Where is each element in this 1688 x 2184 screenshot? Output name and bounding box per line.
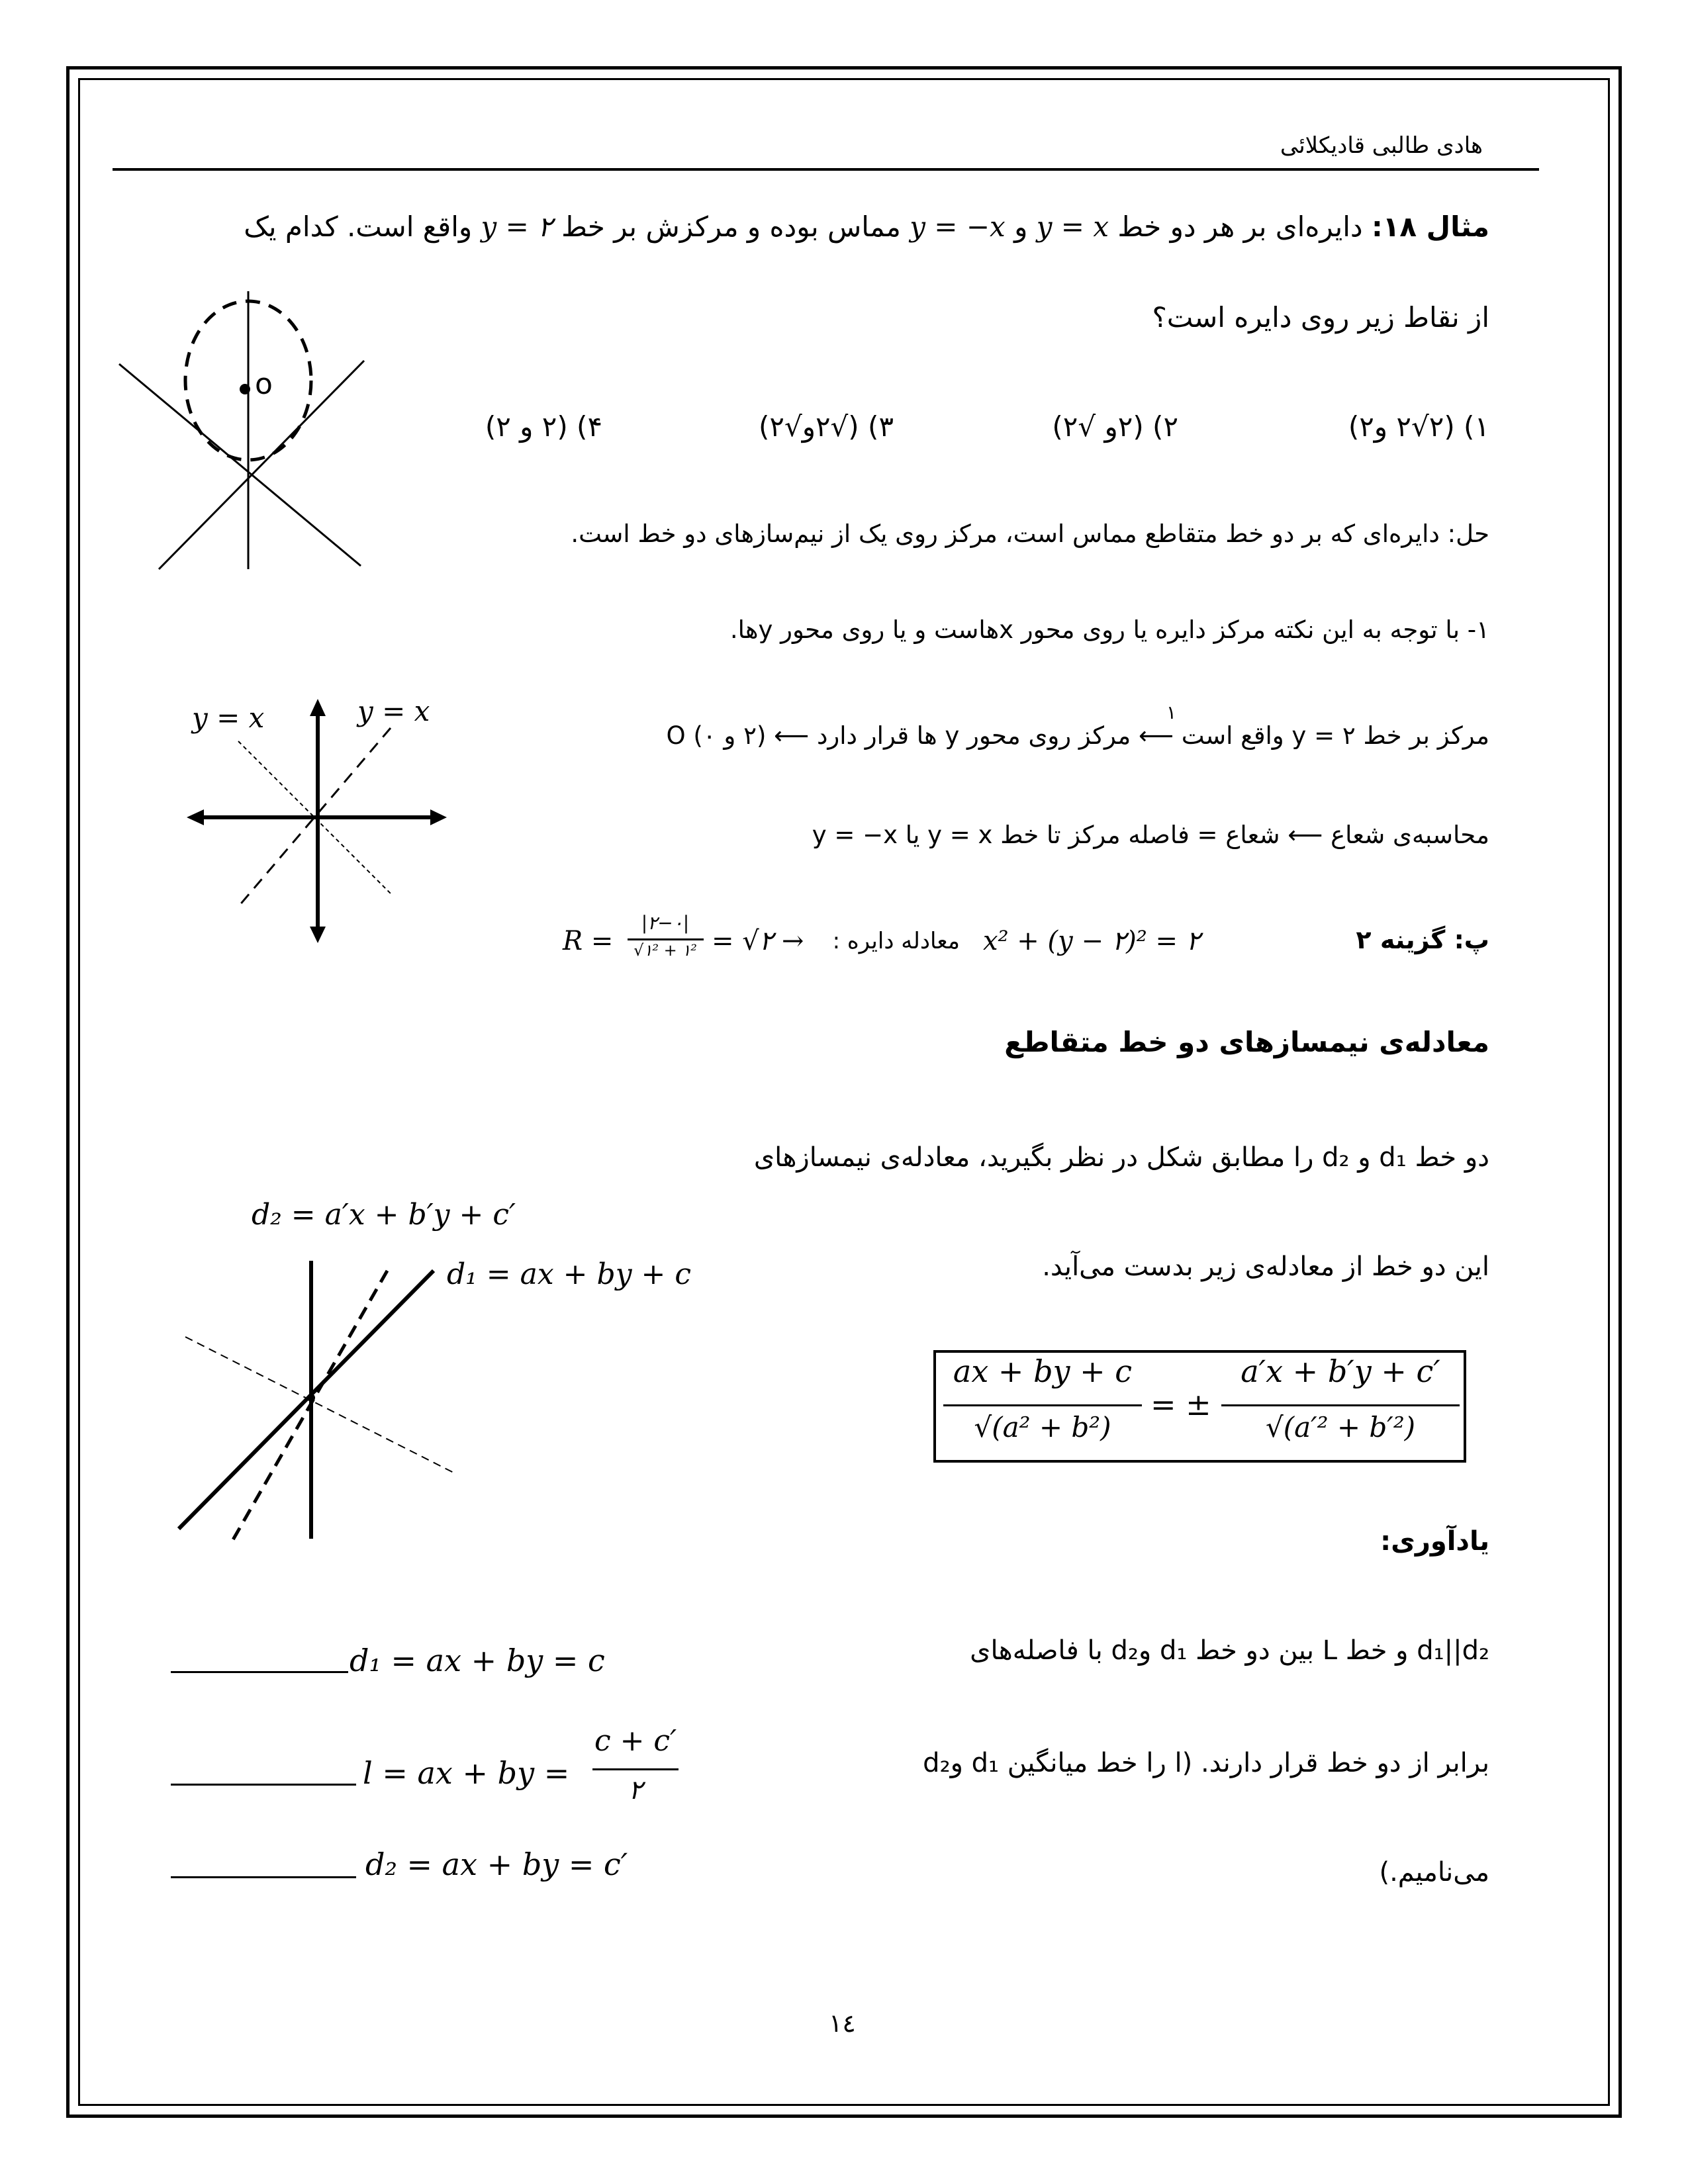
figure3-d2-label: d₂ = a′x + b′y + c′: [252, 1198, 516, 1232]
header-author: هادی طالبی قادیکلائی: [1280, 132, 1483, 159]
solution-line-1: حل: دایره‌ای که بر دو خط متقاطع مماس است، مرکز روی یک از نیم‌سازهای دو خط است.: [571, 520, 1489, 548]
section-title: معادله‌ی نیمسازهای دو خط متقاطع: [1004, 1026, 1489, 1058]
reminder-line-1: d₁||d₂ و خط L بین دو خط d₁ وd₂ با فاصله‌های: [970, 1635, 1489, 1666]
page-number: ۱٤: [829, 2009, 856, 2038]
formula-num-left: ax + by + c: [953, 1353, 1133, 1389]
l-underline: [171, 1784, 356, 1786]
circle-equation: x² + (y − ۲)² = ۲: [983, 926, 1201, 956]
section-para-2: این دو خط از معادله‌ی زیر بدست می‌آید.: [1042, 1251, 1489, 1282]
radius-fraction-line: [628, 938, 704, 940]
header-rule: [113, 168, 1539, 171]
d1-underline: [171, 1671, 348, 1673]
example-line-1: [244, 210, 1489, 244]
formula-num-right: a′x + b′y + c′: [1241, 1353, 1440, 1389]
option-1: ۱) (۲√۲ و۲): [1348, 410, 1489, 443]
circle-equation-label: معادله دایره :: [832, 928, 960, 954]
formula-den-left: √(a² + b²): [974, 1411, 1111, 1443]
formula-line-right: [1221, 1404, 1460, 1406]
formula-operator: = ±: [1150, 1387, 1211, 1422]
solution-line-3: مرکز بر خط ۲ = y واقع است ⟵ مرکز روی محور y ها قرار دارد ⟵ (۲ و ۰) O: [666, 721, 1489, 750]
l-equation-numerator: c + c′: [594, 1724, 677, 1758]
solution-line-4: محاسبه‌ی شعاع ⟵ شعاع = فاصله مرکز تا خط y = x یا y = −x: [812, 821, 1489, 849]
section-para-1: دو خط d₁ و d₂ را مطابق شکل در نظر بگیرید، معادله‌ی نیمسازهای: [753, 1142, 1489, 1173]
example-text-c: واقع است. کدام یک: [244, 210, 473, 243]
example-eq-1: y = x: [1036, 210, 1109, 243]
d2-underline: [171, 1876, 356, 1878]
radius-denominator: √۱² + ۱²: [633, 941, 697, 960]
arrow-number: ۱: [1166, 702, 1177, 723]
example-text-b: مماس بوده و مرکزش بر خط: [561, 210, 901, 243]
example-line-2: از نقاط زیر روی دایره است؟: [1152, 301, 1489, 334]
l-equation-denominator: ۲: [628, 1775, 643, 1805]
radius-numerator: |۲−۰|: [641, 912, 690, 934]
example-eq-2: y = −x: [910, 210, 1006, 243]
option-3: ۳) (√۲و√۲): [758, 410, 894, 443]
formula-den-right: √(a′² + b′²): [1265, 1411, 1416, 1443]
d2-equation: d₂ = ax + by = c′: [365, 1846, 628, 1882]
figure-circle-tangent: [113, 285, 377, 576]
figure2-label-right: y = x: [357, 695, 430, 727]
solution-line-2: ۱- با توجه به این نکته مرکز دایره یا روی محور xهاست و یا روی محور yها.: [729, 615, 1489, 644]
option-2: ۲) (۲و √۲): [1052, 410, 1178, 443]
reminder-line-2: برابر از دو خط قرار دارند. (l را خط میانگین d₁ وd₂: [923, 1748, 1489, 1778]
formula-line-left: [943, 1404, 1142, 1406]
figure1-center-label: o: [255, 367, 273, 401]
figure2-label-left: y = x: [192, 702, 265, 734]
reminder-line-3: می‌نامیم.): [1379, 1857, 1489, 1888]
reminder-title: یادآوری:: [1380, 1526, 1489, 1557]
figure-two-lines-bisectors: [172, 1257, 463, 1549]
radius-lhs: R =: [563, 926, 614, 956]
l-equation-lhs: l = ax + by =: [363, 1755, 570, 1791]
figure3-d1-label: d₁ = ax + by + c: [447, 1257, 692, 1291]
d1-equation: d₁ = ax + by = c: [350, 1643, 605, 1678]
option-4: ۴) (۲ و ۲): [485, 410, 602, 443]
answer-label: پ: گزینه ۲: [1356, 925, 1489, 954]
example-title: مثال ۱۸:: [1371, 210, 1489, 243]
l-equation-fraction-line: [592, 1768, 679, 1770]
radius-rhs: = √۲ →: [712, 926, 804, 956]
example-conj: و: [1014, 210, 1028, 243]
example-eq-3: y = ۲: [481, 210, 553, 243]
example-text-a: دایره‌ای بر هر دو خط: [1117, 210, 1363, 243]
